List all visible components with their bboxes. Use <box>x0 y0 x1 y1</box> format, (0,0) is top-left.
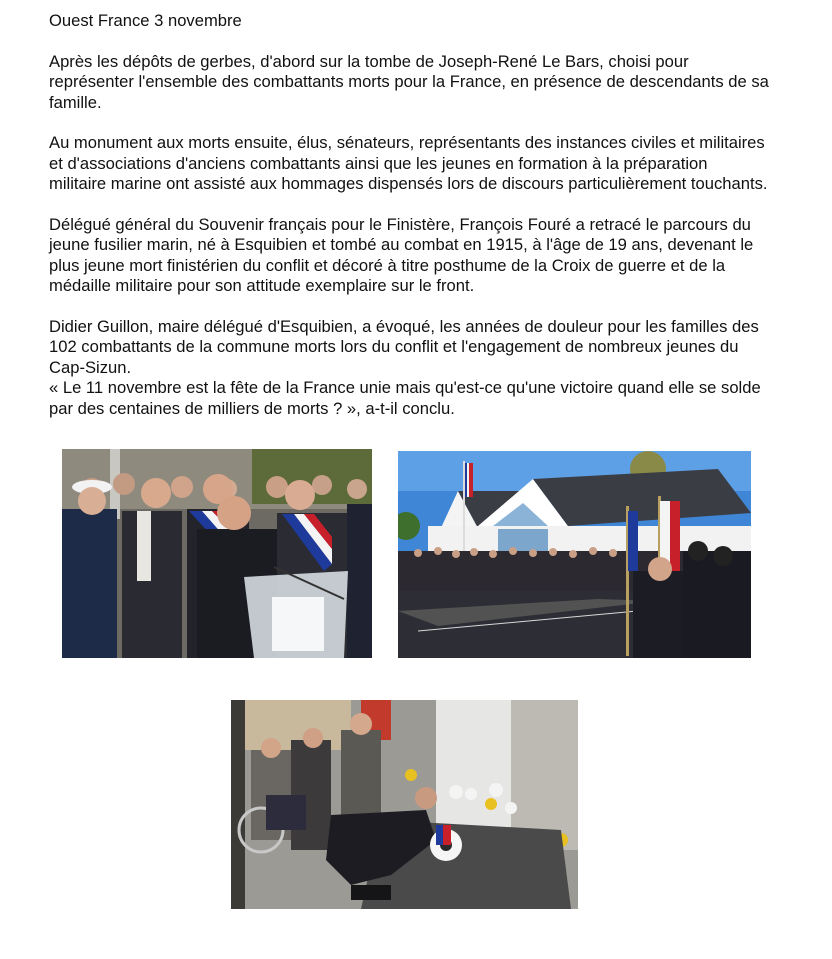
photo-speech-at-lectern <box>62 449 372 658</box>
photo-wreath-at-grave <box>231 700 578 909</box>
article-text <box>49 11 769 439</box>
article-paragraph: Didier Guillon, maire délégué d'Esquibien, a évoqué, les années de douleur pour les familles des 102 combattants de la commune morts lors du conflit et l'engagement de nombreux jeunes du Cap-Sizun. <box>49 317 759 377</box>
photo-ceremony-building <box>398 451 751 658</box>
article-source-line: Ouest France 3 novembre <box>49 11 242 30</box>
article-quote: « Le 11 novembre est la fête de la France unie mais qu'est-ce qu'une victoire quand elle se solde par des centaines de milliers de morts ? », a-t-il conclu. <box>49 378 761 418</box>
article-paragraph: Au monument aux morts ensuite, élus, sénateurs, représentants des instances civiles et militaires et d'associations d'anciens combattants ainsi que les jeunes en formation à la préparation militaire marine ont assisté aux hommages dispensés lors de discours particulièrement touchants. <box>49 133 768 194</box>
article-paragraph: Délégué général du Souvenir français pour le Finistère, François Fouré a retracé le parcours du jeune fusilier marin, né à Esquibien et tombé au combat en 1915, à l'âge de 19 ans, devenant le plus jeune mort finistérien du conflit et décoré à titre posthume de la Croix de guerre et de la médaille militaire pour son attitude exemplaire sur le front. <box>49 215 754 296</box>
article-paragraph: Après les dépôts de gerbes, d'abord sur la tombe de Joseph-René Le Bars, choisi pour représenter l'ensemble des combattants morts pour la France, en présence de descendants de sa famille. <box>49 51 769 112</box>
